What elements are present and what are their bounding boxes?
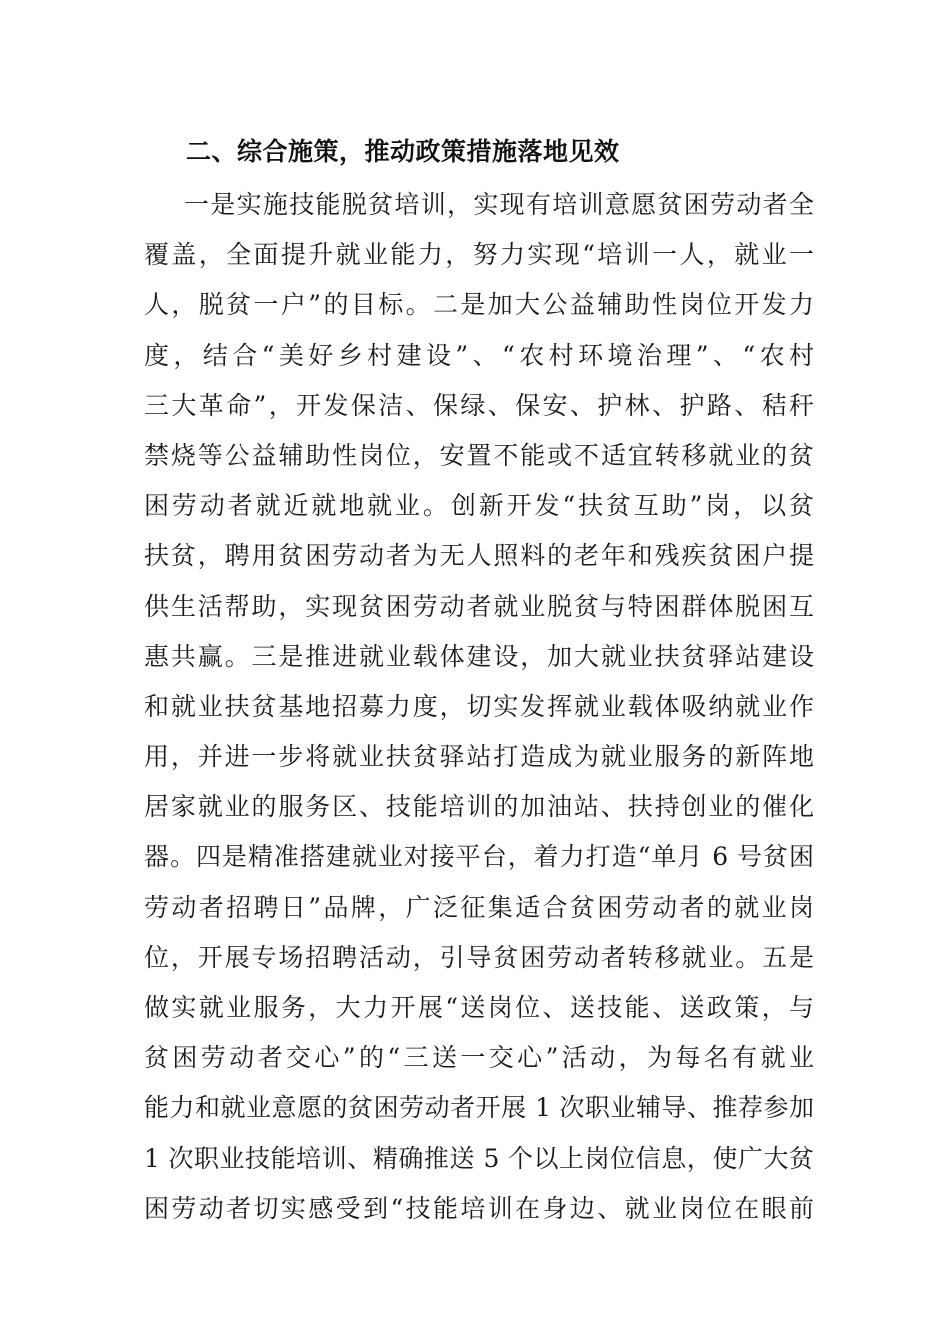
text-line: 人，脱贫一户”的目标。二是加大公益辅助性岗位开发力: [144, 290, 814, 320]
text-line: 贫困劳动者交心”的“三送一交心”活动，为每名有就业: [144, 1043, 814, 1073]
body-paragraph: [144, 180, 814, 1234]
text-line: 做实就业服务，大力开展“送岗位、送技能、送政策，与: [144, 993, 814, 1022]
text-line: 能力和就业意愿的贫困劳动者开展 1 次职业辅导、推荐参加: [144, 1093, 814, 1123]
text-line: 惠共赢。三是推进就业载体建设，加大就业扶贫驿站建设: [144, 641, 814, 671]
text-line: 用，并进一步将就业扶贫驿站打造成为就业服务的新阵地: [144, 742, 814, 772]
text-line: 劳动者招聘日”品牌，广泛征集适合贫困劳动者的就业岗: [144, 892, 814, 922]
text-line: 一是实施技能脱贫培训，实现有培训意愿贫困劳动者全: [184, 190, 814, 219]
text-line: 1 次职业技能培训、精确推送 5 个以上岗位信息，使广大贫: [144, 1143, 814, 1173]
text-line: 器。四是精准搭建就业对接平台，着力打造“单月 6 号贫困: [144, 842, 814, 872]
text-line: 居家就业的服务区、技能培训的加油站、扶持创业的催化: [144, 792, 814, 822]
text-line: 禁烧等公益辅助性岗位，安置不能或不适宜转移就业的贫: [144, 440, 814, 470]
section-heading: 二、综合施策，推动政策措施落地见效: [186, 137, 620, 166]
text-line: 覆盖，全面提升就业能力，努力实现“培训一人，就业一: [144, 240, 814, 270]
text-line: 和就业扶贫基地招募力度，切实发挥就业载体吸纳就业作: [144, 691, 814, 721]
text-line: 度，结合“美好乡村建设”、“农村环境治理”、“农村: [144, 340, 814, 370]
text-line: 位，开展专场招聘活动，引导贫困劳动者转移就业。五是: [144, 942, 814, 972]
text-line: 困劳动者就近就地就业。创新开发“扶贫互助”岗，以贫: [144, 491, 814, 521]
text-line: 扶贫，聘用贫困劳动者为无人照料的老年和残疾贫困户提: [144, 541, 814, 571]
text-line: 供生活帮助，实现贫困劳动者就业脱贫与特困群体脱困互: [144, 591, 814, 621]
text-line: 三大革命”，开发保洁、保绿、保安、护林、护路、秸秆: [144, 390, 814, 420]
text-line: 困劳动者切实感受到“技能培训在身边、就业岗位在眼前: [144, 1193, 814, 1223]
